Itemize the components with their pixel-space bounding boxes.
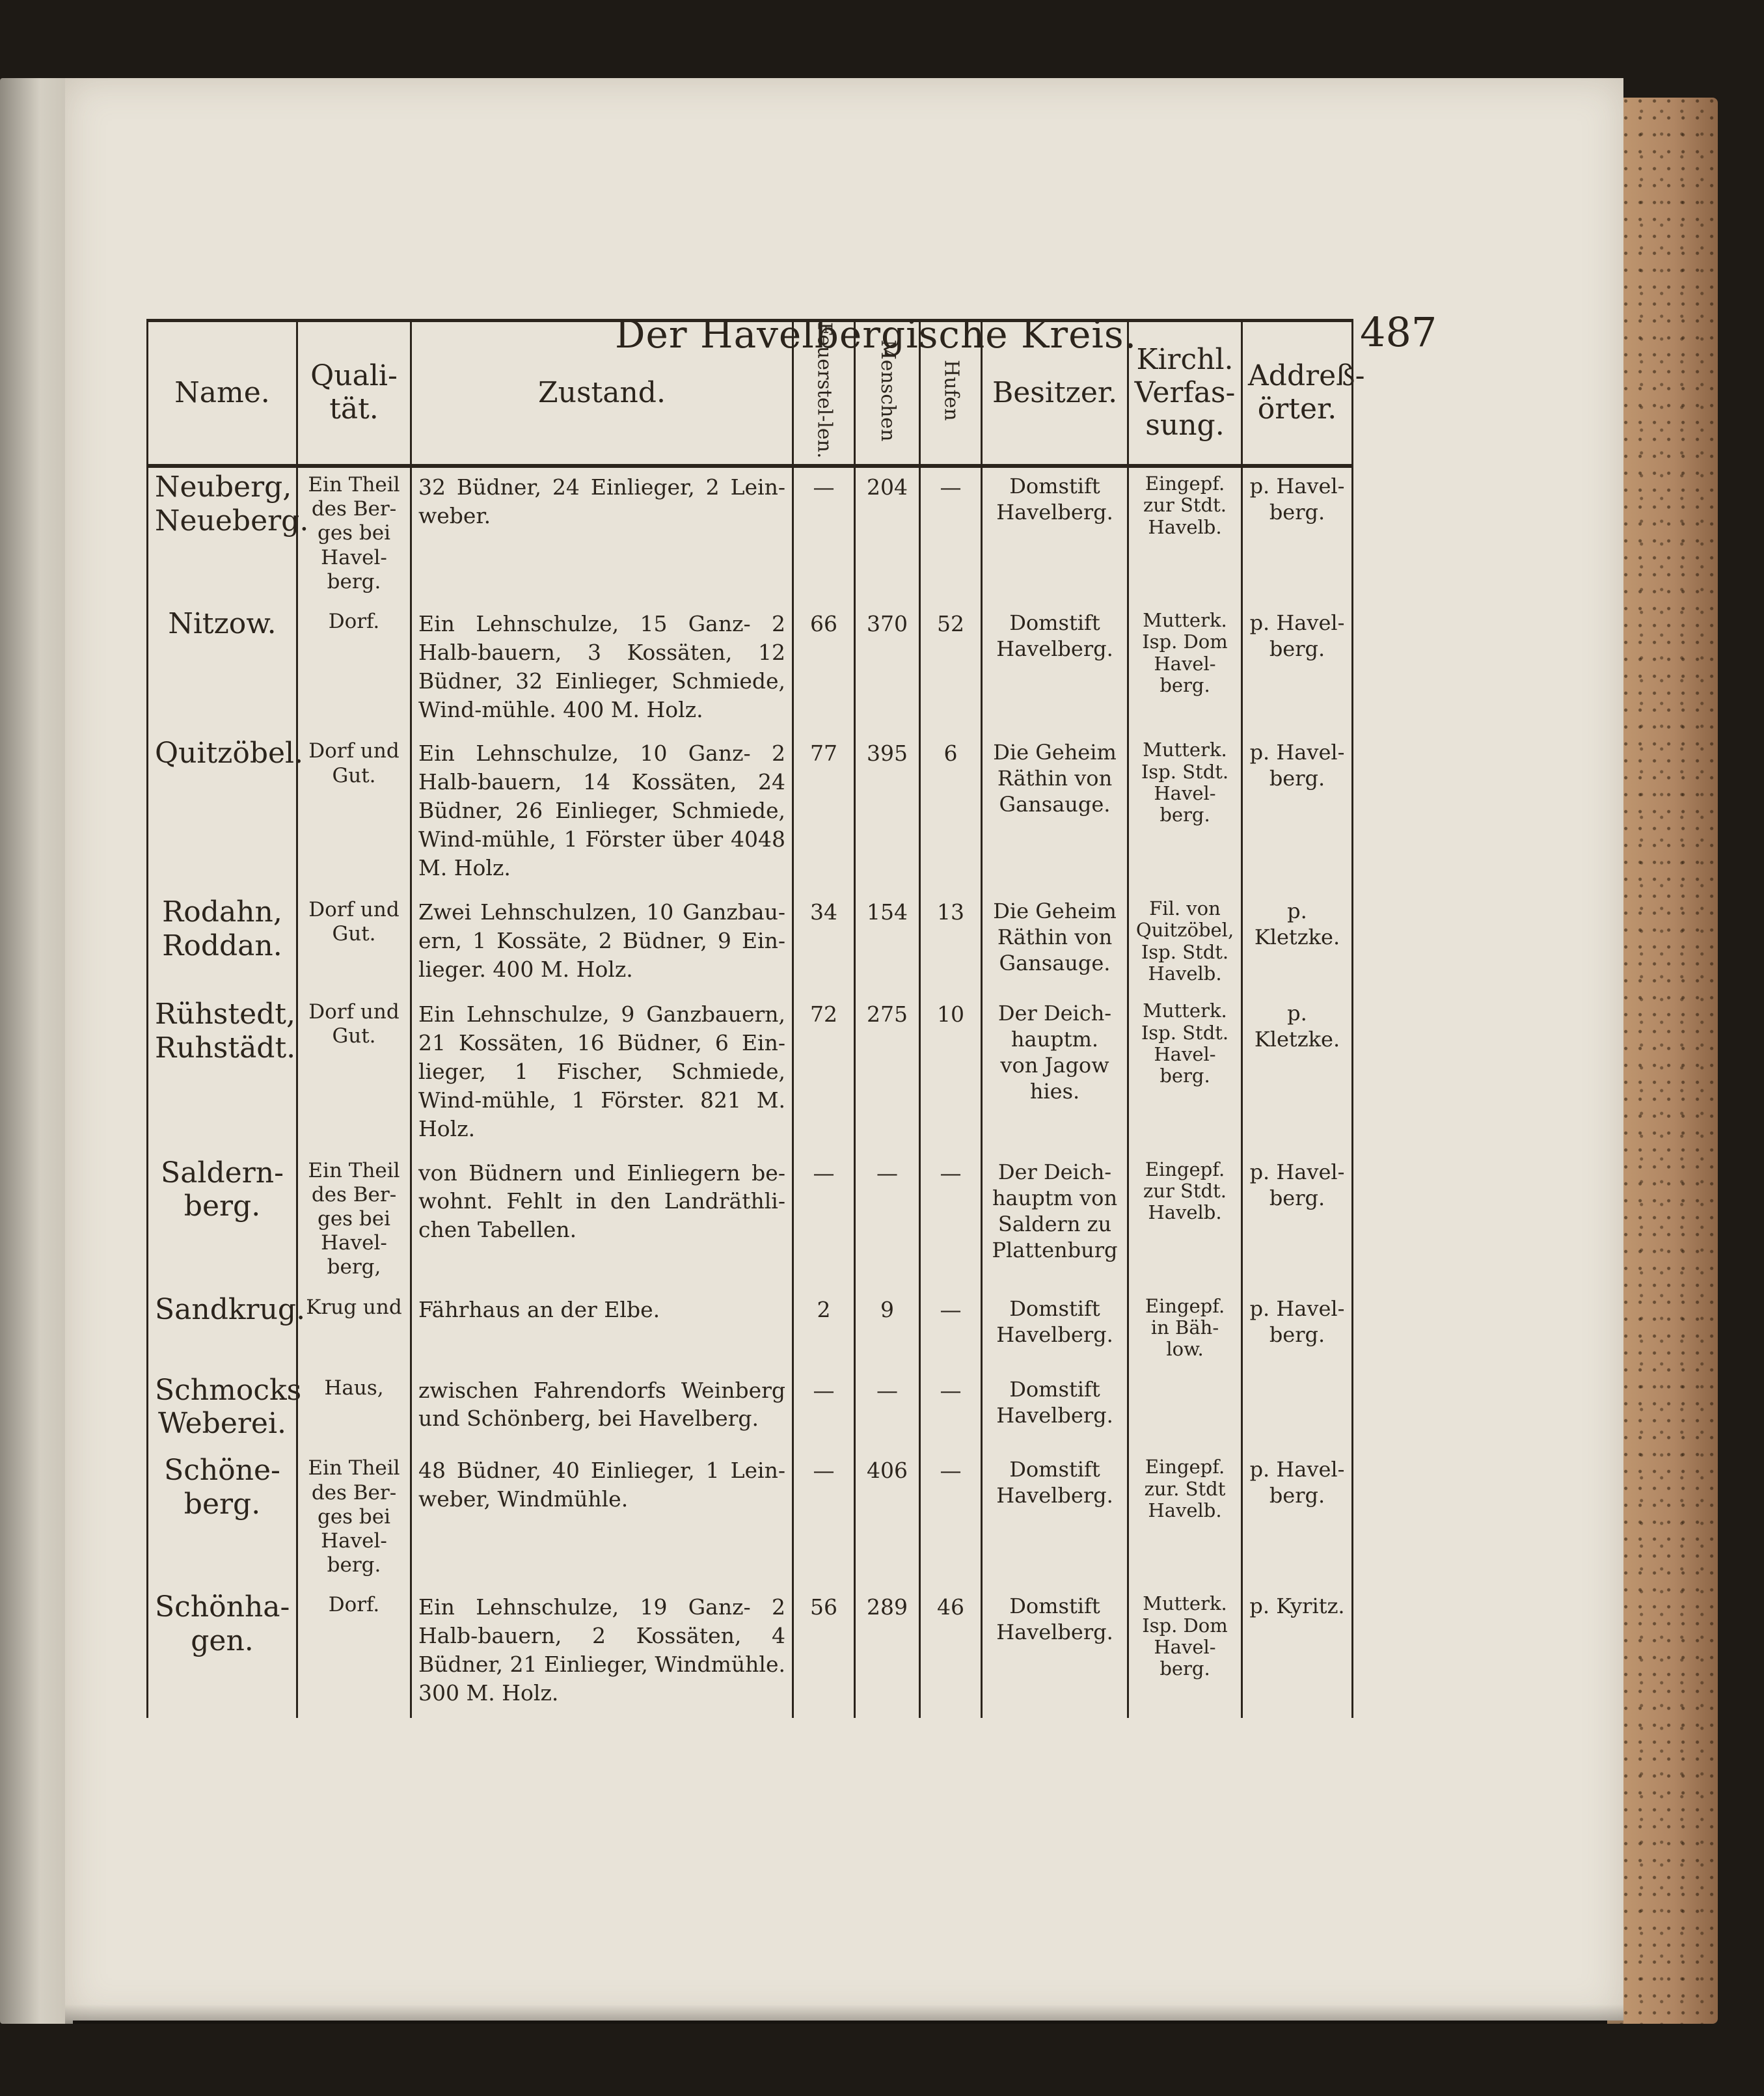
cell-hufen: — <box>920 1451 982 1588</box>
cell-kirchl: Eingepf. zur. Stdt Havelb. <box>1128 1451 1242 1588</box>
cell-addressorte: p. Havel-berg. <box>1242 1154 1353 1290</box>
table-row <box>148 1371 1353 1452</box>
cell-kirchl <box>1128 1371 1242 1452</box>
cell-besitzer: Domstift Havelberg. <box>982 1451 1128 1588</box>
table-header-row <box>148 321 1353 467</box>
cell-hufen: 13 <box>920 893 982 995</box>
cell-addressorte: p. Kletzke. <box>1242 995 1353 1153</box>
cell-feuerstellen: 66 <box>793 605 855 735</box>
cell-feuerstellen: 72 <box>793 995 855 1153</box>
cell-qualitaet: Krug und <box>297 1290 411 1371</box>
table-row <box>148 893 1353 995</box>
cell-name: Rühstedt, Ruhstädt. <box>148 995 297 1153</box>
col-header-menschen <box>855 321 920 467</box>
cell-zustand: 48 Büdner, 40 Einlieger, 1 Lein-weber, Windmühle. <box>411 1451 793 1588</box>
cell-kirchl: Eingepf. in Bäh-low. <box>1128 1290 1242 1371</box>
cell-name: Saldern-berg. <box>148 1154 297 1290</box>
cell-zustand: Fährhaus an der Elbe. <box>411 1290 793 1371</box>
cell-qualitaet: Dorf. <box>297 1588 411 1718</box>
cell-zustand: 32 Büdner, 24 Einlieger, 2 Lein-weber. <box>411 466 793 605</box>
cell-kirchl: Fil. von Quitzöbel, Isp. Stdt. Havelb. <box>1128 893 1242 995</box>
cell-feuerstellen: 77 <box>793 734 855 892</box>
col-header-name: Name. <box>148 321 297 467</box>
cell-feuerstellen: — <box>793 1154 855 1290</box>
col-header-feuerstellen <box>793 321 855 467</box>
table-row <box>148 466 1353 605</box>
table-row <box>148 605 1353 735</box>
cell-name: Neuberg, Neueberg. <box>148 466 297 605</box>
cell-zustand: Ein Lehnschulze, 19 Ganz- 2 Halb-bauern, 2 Kossäten, 4 Büdner, 21 Einlieger, Windmühle. 300 M. Holz. <box>411 1588 793 1718</box>
cell-name: Schöne-berg. <box>148 1451 297 1588</box>
col-header-hufen <box>920 321 982 467</box>
cell-besitzer: Domstift Havelberg. <box>982 1588 1128 1718</box>
col-header-qualitaet: Quali-tät. <box>297 321 411 467</box>
col-header-kirchl: Kirchl. Verfas-sung. <box>1128 321 1242 467</box>
cell-feuerstellen: 2 <box>793 1290 855 1371</box>
cell-feuerstellen: — <box>793 1451 855 1588</box>
cell-besitzer: Der Deich-hauptm von Saldern zu Plattenburg <box>982 1154 1128 1290</box>
cell-name: Quitzöbel. <box>148 734 297 892</box>
cell-qualitaet: Dorf und Gut. <box>297 893 411 995</box>
cell-qualitaet: Dorf und Gut. <box>297 734 411 892</box>
cell-besitzer: Die Geheim Räthin von Gansauge. <box>982 893 1128 995</box>
cell-menschen: 289 <box>855 1588 920 1718</box>
cell-menschen: 154 <box>855 893 920 995</box>
cell-qualitaet: Ein Theil des Ber-ges bei Havel-berg. <box>297 466 411 605</box>
cell-besitzer: Domstift Havelberg. <box>982 466 1128 605</box>
cell-addressorte <box>1242 1371 1353 1452</box>
cell-hufen: — <box>920 1154 982 1290</box>
cell-qualitaet: Haus, <box>297 1371 411 1452</box>
cell-qualitaet: Dorf und Gut. <box>297 995 411 1153</box>
cell-besitzer: Der Deich-hauptm. von Jagow hies. <box>982 995 1128 1153</box>
cell-qualitaet: Dorf. <box>297 605 411 735</box>
col-header-zustand: Zustand. <box>411 321 793 467</box>
cell-qualitaet: Ein Theil des Ber-ges bei Havel-berg, <box>297 1154 411 1290</box>
cell-kirchl: Mutterk. Isp. Stdt. Havel-berg. <box>1128 734 1242 892</box>
register-table <box>146 319 1365 1718</box>
cell-name: Sandkrug. <box>148 1290 297 1371</box>
table-row <box>148 995 1353 1153</box>
cell-feuerstellen: — <box>793 466 855 605</box>
cell-zustand: Ein Lehnschulze, 9 Ganzbauern, 21 Kossäten, 16 Büdner, 6 Ein-lieger, 1 Fischer, Schmiede, Wind-mühle, 1 Förster. 821 M. Holz. <box>411 995 793 1153</box>
cell-feuerstellen: — <box>793 1371 855 1452</box>
cell-kirchl: Eingepf. zur Stdt. Havelb. <box>1128 1154 1242 1290</box>
cell-hufen: 6 <box>920 734 982 892</box>
cell-qualitaet: Ein Theil des Ber-ges bei Havel-berg. <box>297 1451 411 1588</box>
page-bottom-shadow <box>65 2004 1623 2024</box>
cell-menschen: 275 <box>855 995 920 1153</box>
cell-besitzer: Domstift Havelberg. <box>982 1371 1128 1452</box>
table-row <box>148 1154 1353 1290</box>
cell-zustand: Ein Lehnschulze, 15 Ganz- 2 Halb-bauern, 3 Kossäten, 12 Büdner, 32 Einlieger, Schmiede, Wind-mühle. 400 M. Holz. <box>411 605 793 735</box>
cell-zustand: Zwei Lehnschulzen, 10 Ganzbau-ern, 1 Kossäte, 2 Büdner, 9 Ein-lieger. 400 M. Holz. <box>411 893 793 995</box>
cell-menschen: — <box>855 1371 920 1452</box>
cell-feuerstellen: 56 <box>793 1588 855 1718</box>
cell-zustand: von Büdnern und Einliegern be-wohnt. Fehlt in den Landräthli-chen Tabellen. <box>411 1154 793 1290</box>
page-number: 487 <box>1360 308 1437 356</box>
cell-menschen: 204 <box>855 466 920 605</box>
col-header-feuerstellen-label: Feuerstel-len. <box>813 322 836 459</box>
cell-kirchl: Mutterk. Isp. Stdt. Havel-berg. <box>1128 995 1242 1153</box>
table-body <box>148 466 1353 1718</box>
cell-addressorte: p. Havel-berg. <box>1242 734 1353 892</box>
cell-addressorte: p. Havel-berg. <box>1242 1451 1353 1588</box>
cell-zustand: zwischen Fahrendorfs Weinberg und Schönberg, bei Havelberg. <box>411 1371 793 1452</box>
col-header-besitzer: Besitzer. <box>982 321 1128 467</box>
cell-addressorte: p. Kyritz. <box>1242 1588 1353 1718</box>
cell-addressorte: p. Kletzke. <box>1242 893 1353 995</box>
cell-feuerstellen: 34 <box>793 893 855 995</box>
col-header-hufen-label: Hufen <box>940 359 963 421</box>
cell-kirchl: Mutterk. Isp. Dom Havel-berg. <box>1128 605 1242 735</box>
cell-name: Schmocks Weberei. <box>148 1371 297 1452</box>
book-edge <box>1607 98 1718 2024</box>
col-header-addressorte: Addreß-örter. <box>1242 321 1353 467</box>
cell-name: Nitzow. <box>148 605 297 735</box>
cell-besitzer: Domstift Havelberg. <box>982 605 1128 735</box>
cell-besitzer: Domstift Havelberg. <box>982 1290 1128 1371</box>
table-row <box>148 1290 1353 1371</box>
cell-besitzer: Die Geheim Räthin von Gansauge. <box>982 734 1128 892</box>
cell-hufen: 10 <box>920 995 982 1153</box>
cell-addressorte: p. Havel-berg. <box>1242 466 1353 605</box>
table-row <box>148 734 1353 892</box>
page-title: Der Havelbergische Kreis. <box>615 312 1137 357</box>
cell-zustand: Ein Lehnschulze, 10 Ganz- 2 Halb-bauern, 14 Kossäten, 24 Büdner, 26 Einlieger, Schmiede, Wind-mühle, 1 Förster über 4048 M. Holz. <box>411 734 793 892</box>
cell-addressorte: p. Havel-berg. <box>1242 1290 1353 1371</box>
cell-menschen: — <box>855 1154 920 1290</box>
table-row <box>148 1451 1353 1588</box>
cell-menschen: 395 <box>855 734 920 892</box>
col-header-menschen-label: Menschen <box>876 339 899 441</box>
cell-addressorte: p. Havel-berg. <box>1242 605 1353 735</box>
cell-hufen: — <box>920 1371 982 1452</box>
cell-name: Schönha-gen. <box>148 1588 297 1718</box>
cell-menschen: 406 <box>855 1451 920 1588</box>
cell-menschen: 9 <box>855 1290 920 1371</box>
cell-menschen: 370 <box>855 605 920 735</box>
cell-hufen: 46 <box>920 1588 982 1718</box>
cell-hufen: — <box>920 1290 982 1371</box>
cell-kirchl: Mutterk. Isp. Dom Havel-berg. <box>1128 1588 1242 1718</box>
left-page-edge <box>0 78 73 2024</box>
table-row <box>148 1588 1353 1718</box>
cell-hufen: 52 <box>920 605 982 735</box>
cell-kirchl: Eingepf. zur Stdt. Havelb. <box>1128 466 1242 605</box>
cell-name: Rodahn, Roddan. <box>148 893 297 995</box>
cell-hufen: — <box>920 466 982 605</box>
